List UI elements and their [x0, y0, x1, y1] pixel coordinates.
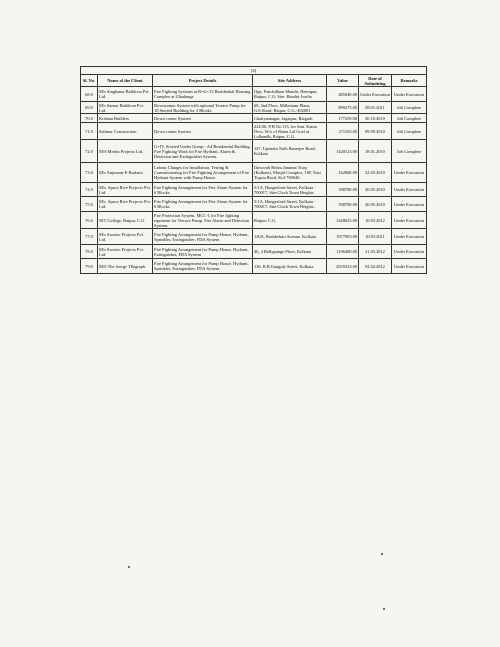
- cell-sl: 72.0: [81, 140, 98, 163]
- cell-site: 46_4 Ballygunge Place, Kolkata: [253, 245, 327, 259]
- cell-site: 5/1A, Hungerford Street, Kolkata - 700017, Site:Clock Town Heights: [253, 183, 327, 197]
- table-row: [81, 140, 427, 163]
- cell-project: Fire Fighting Arrangement for Pump House, Hydrant, Sprinkler, Extinguisher, FDA System: [153, 259, 253, 274]
- cell-remarks: Under Execution: [392, 212, 427, 229]
- cell-site: Opp. Panchdhara Mandir, Heerapur, Raipur, C.G. Site: Harshit Jwelix: [253, 87, 327, 102]
- cell-sl: 73.0: [81, 163, 98, 183]
- cell-client: M/S Merlin Projects Ltd.: [98, 140, 153, 163]
- cell-remarks: Under Execution: [392, 87, 427, 102]
- table-row: [81, 197, 427, 212]
- cell-remarks: Under Execution: [392, 245, 427, 259]
- cell-sl: 70.0: [81, 114, 98, 123]
- cell-remarks: Under Execution: [392, 229, 427, 245]
- cell-date: 30.10.2010: [359, 114, 392, 123]
- cell-value: 398700.00: [327, 197, 359, 212]
- cell-date: 08.01.2011: [359, 102, 392, 114]
- cell-project: Fire Fighting Arrangement for Fire Alarm System for 6 Blocks.: [153, 183, 253, 197]
- cell-client: M/s Swastic Projects Pvt. Ltd.: [98, 229, 153, 245]
- cell-client: M/s Sansar Buildcon Pvt. Ltd.: [98, 102, 153, 114]
- cell-value: 271165.00: [327, 123, 359, 140]
- cell-remarks: Under Execution: [392, 163, 427, 183]
- cell-client: M/s Singhania Buildcon Pvt. Ltd.: [98, 87, 153, 102]
- cell-site: 5/1A, Hungerford Street, Kolkata - 700017, Site:Clock Town Heights.: [253, 197, 327, 212]
- table-row: [81, 259, 427, 274]
- cell-client: Krishna Builders: [98, 114, 153, 123]
- col-header-client: Name of the Client: [98, 75, 153, 87]
- cell-date: 20.05.2010: [359, 183, 392, 197]
- cell-remarks: Under Execution: [392, 197, 427, 212]
- table-row: [81, 245, 427, 259]
- cell-date: 18.01.2010: [359, 140, 392, 163]
- cell-project: Labour Charges for Installation, Testing & Commissioning for Fire Fighting Arrangement of Fire Hydrant System with Pump House.: [153, 163, 253, 183]
- cell-site: 147, Upendra Nath Banerjee Road, Kolkata: [253, 140, 327, 163]
- cell-project: G+IV, Stoeied Under Group - A4 Residential Building, Fire Fighting Work for Fire Hydrant, Alarm & Detection and Extinguisher System.: [153, 140, 253, 163]
- cell-site: #8, 2nd Floor, Millenium Plaza, G.E.Road, Raipur, C.G.-492001: [253, 102, 327, 114]
- cell-project: Downcomer System with optional Terrace Pump for 10 Storied Building for 3 Blocks: [153, 102, 253, 114]
- cell-project: Fire Fighting Arrangement for Pump House, Hydrant, Extinguisher, FDA System: [153, 245, 253, 259]
- cell-date: 20.05.2010: [359, 197, 392, 212]
- cell-site: Dawoodi Bohra Jammat Trust (Kolkata), Masjid Complex, 16F, East Topsia Raod, Kol-700046.: [253, 163, 327, 183]
- cell-site: Raipur, C.G.: [253, 212, 327, 229]
- table-row: [81, 87, 427, 102]
- cell-sl: 68.0: [81, 87, 98, 102]
- table-row: [81, 183, 427, 197]
- table-row: [81, 229, 427, 245]
- cell-project: Down comer System: [153, 114, 253, 123]
- cell-value: 162668.00: [327, 163, 359, 183]
- cell-sl: 75.0: [81, 197, 98, 212]
- project-table: [80, 66, 427, 274]
- page-number: [4]: [81, 67, 427, 75]
- cell-date: 10.03.2011: [359, 229, 392, 245]
- cell-date: 22.03.2010: [359, 163, 392, 183]
- cell-remarks: Under Execution: [392, 259, 427, 274]
- cell-client: M/s Swastic Projects Pvt. Ltd.: [98, 245, 153, 259]
- cell-project: Fire Fighting Arrangement for Fire Alarm System for 6 Blocks.: [153, 197, 253, 212]
- cell-remarks: Job Complete: [392, 140, 427, 163]
- cell-client: Salimar Construction: [98, 123, 153, 140]
- cell-date: 09.09.2010: [359, 123, 392, 140]
- cell-value: 1420123.00: [327, 140, 359, 163]
- col-header-value: Value: [327, 75, 359, 87]
- cell-date: 21.03.2012: [359, 245, 392, 259]
- cell-value: 1977903.00: [327, 229, 359, 245]
- cell-remarks: Job Complete: [392, 102, 427, 114]
- cell-sl: 77.0: [81, 229, 98, 245]
- table-row: [81, 163, 427, 183]
- cell-value: 398700.00: [327, 183, 359, 197]
- cell-site: 136, B.B.Ganguly Street, Kolkata: [253, 259, 327, 274]
- cell-sl: 76.0: [81, 212, 98, 229]
- cell-sl: 74.0: [81, 183, 98, 197]
- cell-project: Fire Protection System, MCC-1 for Fire fighting equiment for Terrace Pump, Fire Alarm and Detection System.: [153, 212, 253, 229]
- header-row: [81, 75, 427, 87]
- cell-client: M/s. Space Rice Projects Pvt. Ltd.: [99, 184, 151, 195]
- cell-value: 1428625.00: [327, 212, 359, 229]
- col-header-sl: Sl. No.: [81, 75, 98, 87]
- cell-sl: 78.0: [81, 245, 98, 259]
- cell-project: Fire Fighting Systems at B+G+13 Residential Housing Complex at Ultadanga: [153, 87, 253, 102]
- cell-site: 224/36, P.H.No.113, for Smt. Kanta Devi, W/o of Ratan Lal Goel at Lalbandh, Raipur, C.G.: [253, 123, 327, 140]
- document-page: [80, 66, 426, 274]
- cell-date: 02.04.2012: [359, 259, 392, 274]
- cell-client: M/s. Space Rice Projects Pvt. Ltd.: [98, 197, 153, 212]
- table-row: [81, 123, 427, 140]
- col-header-project: Project Details: [153, 75, 253, 87]
- cell-remarks: Job Complete: [392, 114, 427, 123]
- cell-date: Under Execution: [359, 87, 392, 102]
- table-row: [81, 102, 427, 114]
- cell-project: Down comer System: [153, 123, 253, 140]
- cell-date: 10.03.2012: [359, 212, 392, 229]
- col-header-site: Site Address: [253, 75, 327, 87]
- cell-sl: 79.0: [81, 259, 98, 274]
- cell-site: 130A, Rashbehari Avenue, Kolkata: [253, 229, 327, 245]
- cell-remarks: Job Complete: [392, 123, 427, 140]
- cell-sl: 69.0: [81, 102, 98, 114]
- cell-project: Fire Fighting Arrangement for Pump House, Hydrant, Sprinkler, Extinguisher, FDA System: [153, 229, 253, 245]
- cell-value: 1196400.00: [327, 245, 359, 259]
- cell-value: 485040.00: [327, 87, 359, 102]
- cell-client: M/s Anjuman-E-Burhani: [98, 163, 153, 183]
- cell-client: M/S The Jeorge Tllegraph: [98, 259, 153, 274]
- cell-value: 899275.00: [327, 102, 359, 114]
- cell-value: 177259.00: [327, 114, 359, 123]
- col-header-date: Date of Submitting: [359, 75, 392, 87]
- cell-site: Chaitynanagar, Jagatpur, Raigarh: [253, 114, 327, 123]
- col-header-remarks: Remarks: [392, 75, 427, 87]
- table-row: [81, 212, 427, 229]
- cell-value: 2655523.00: [327, 259, 359, 274]
- cell-client: NIT College, Raipur, C.G.: [98, 212, 153, 229]
- cell-remarks: Under Execution: [392, 183, 427, 197]
- cell-sl: 71.0: [81, 123, 98, 140]
- table-row: [81, 114, 427, 123]
